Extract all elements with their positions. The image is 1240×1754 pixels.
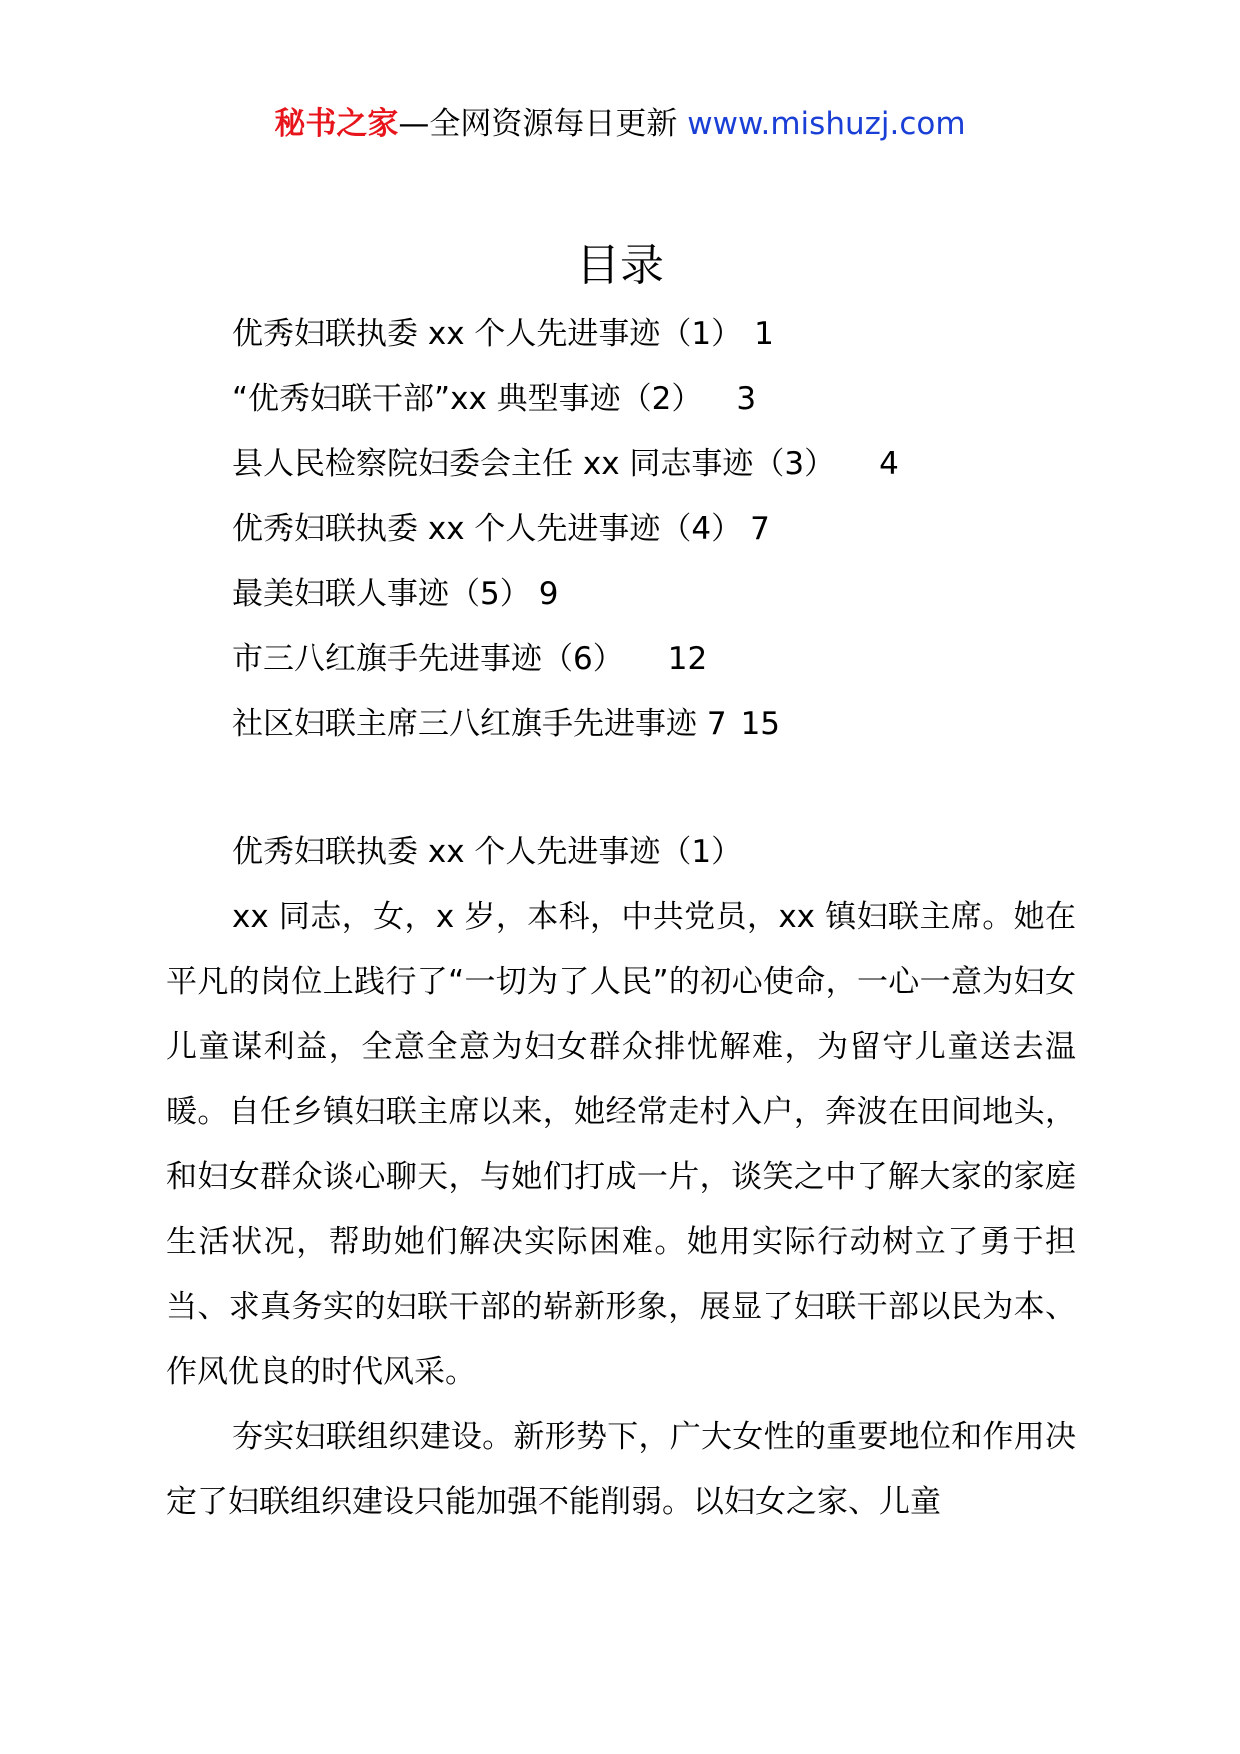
toc-item-1[interactable] bbox=[232, 302, 1132, 367]
section-heading: 优秀妇联执委 xx 个人先进事迹（1） bbox=[232, 834, 743, 870]
article-paragraph-1: xx 同志，女，x 岁，本科，中共党员，xx 镇妇联主席。她在平凡的岗位上践行了“一切为了人民”的初心使命，一心一意为妇女儿童谋利益，全意全意为妇女群众排忧解难，为留守儿童送去温暖。自任乡镇妇联主席以来，她经常走村入户，奔波在田间地头，和妇女群众谈心聊天，与她们打成一片，谈笑之中了解大家的家庭生活状况，帮助她们解决实际困难。她用实际行动树立了勇于担当、求真务实的妇联干部的崭新形象，展显了妇联干部以民为本、作风优良的时代风采。 bbox=[166, 899, 1076, 1390]
toc-item-page: 9 bbox=[538, 576, 559, 612]
toc-item-title: 市三八红旗手先进事迹（6） bbox=[232, 641, 624, 677]
toc-item-title: 最美妇联人事迹（5） bbox=[232, 576, 531, 612]
toc-item-page: 15 bbox=[740, 706, 781, 742]
brand-name: 秘书之家 bbox=[274, 106, 399, 142]
header-tagline: —全网资源每日更新 bbox=[398, 106, 678, 142]
toc-item-title: “优秀妇联干部”xx 典型事迹（2） bbox=[232, 381, 703, 417]
site-header bbox=[0, 100, 1240, 148]
toc-item-2[interactable] bbox=[232, 367, 1132, 432]
toc-item-page: 4 bbox=[879, 446, 899, 482]
toc-item-page: 7 bbox=[750, 511, 770, 547]
toc-item-title: 优秀妇联执委 xx 个人先进事迹（1） bbox=[232, 316, 743, 352]
toc-item-title: 优秀妇联执委 xx 个人先进事迹（4） bbox=[232, 511, 743, 547]
article-body bbox=[166, 820, 1076, 1535]
toc-item-3[interactable] bbox=[232, 432, 1132, 497]
toc-item-page: 12 bbox=[667, 641, 708, 677]
toc-title: 目录 bbox=[576, 240, 664, 291]
toc-item-5[interactable] bbox=[232, 562, 1132, 627]
toc-item-6[interactable] bbox=[232, 627, 1132, 692]
toc-item-title: 社区妇联主席三八红旗手先进事迹 7 bbox=[232, 706, 727, 742]
site-url-link[interactable]: www.mishuzj.com bbox=[687, 106, 966, 142]
toc-list bbox=[232, 302, 1132, 757]
toc-item-page: 1 bbox=[754, 316, 774, 352]
toc-item-title: 县人民检察院妇委会主任 xx 同志事迹（3） bbox=[232, 446, 836, 482]
toc-item-4[interactable] bbox=[232, 497, 1132, 562]
toc-item-7[interactable] bbox=[232, 692, 1132, 757]
article-paragraph-2: 夯实妇联组织建设。新形势下，广大女性的重要地位和作用决定了妇联组织建设只能加强不能削弱。以妇女之家、儿童 bbox=[166, 1419, 1076, 1520]
toc-item-page: 3 bbox=[736, 381, 757, 417]
